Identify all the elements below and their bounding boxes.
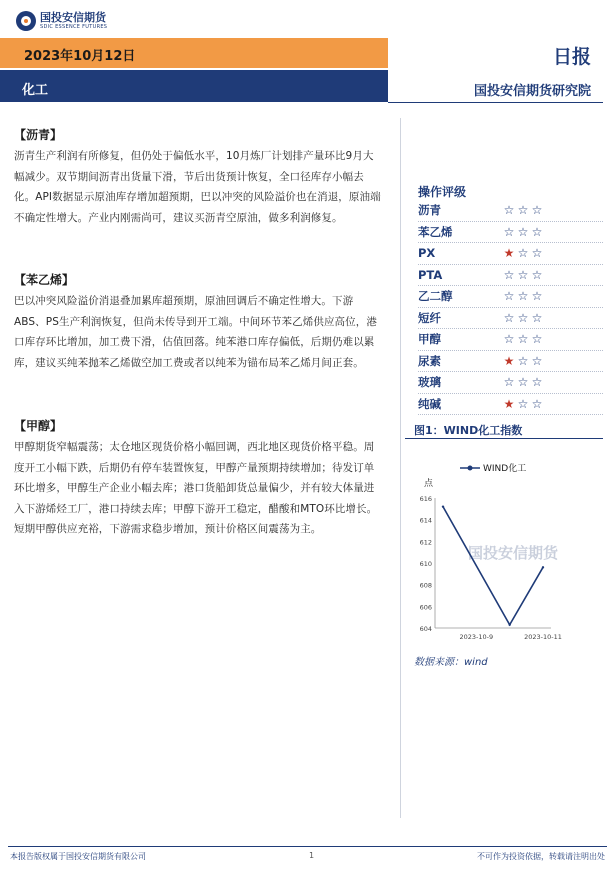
rating-product-name: 纯碱 — [418, 396, 441, 411]
brand-name-en: SDIC ESSENCE FUTURES — [40, 24, 108, 30]
filled-star-icon: ★ — [503, 353, 515, 368]
rating-row — [418, 243, 603, 265]
rating-product-name: 甲醇 — [418, 332, 441, 347]
rating-product-name: 乙二醇 — [418, 289, 453, 304]
legend-marker — [468, 466, 473, 471]
rating-product-name: 尿素 — [418, 353, 441, 368]
empty-star-icon: ☆ — [517, 332, 529, 347]
footer-disclaimer: 不可作为投资依据，转载请注明出处 — [477, 852, 605, 861]
series-line-wind-chemical — [443, 507, 543, 625]
report-type: 日报 — [552, 46, 591, 68]
empty-star-icon: ☆ — [503, 375, 515, 390]
brand-name-cn: 国投安信期货 — [40, 11, 106, 24]
y-tick-label: 614 — [419, 516, 432, 525]
empty-star-icon: ☆ — [503, 289, 515, 304]
sector-bar — [0, 70, 388, 102]
empty-star-icon: ☆ — [531, 396, 543, 411]
data-point — [442, 505, 444, 507]
y-tick-label: 604 — [419, 625, 432, 633]
legend-label: WIND化工 — [483, 464, 527, 474]
rating-product-name: 苯乙烯 — [418, 224, 453, 239]
empty-star-icon: ☆ — [503, 224, 515, 239]
empty-star-icon: ☆ — [531, 203, 543, 218]
empty-star-icon: ☆ — [503, 310, 515, 325]
empty-star-icon: ☆ — [531, 332, 543, 347]
y-tick-label: 608 — [419, 581, 432, 590]
header-rule — [388, 102, 603, 103]
rating-stars — [502, 354, 544, 368]
rating-row — [418, 222, 603, 244]
institute-name: 国投安信期货研究院 — [473, 84, 591, 99]
empty-star-icon: ☆ — [531, 375, 543, 390]
empty-star-icon: ☆ — [517, 289, 529, 304]
rating-row — [418, 394, 603, 416]
empty-star-icon: ☆ — [531, 289, 543, 304]
rating-list — [418, 200, 603, 415]
data-source: 数据来源：wind — [414, 657, 488, 668]
empty-star-icon: ☆ — [531, 267, 543, 282]
section-title-styrene: 【苯乙烯】 — [14, 273, 75, 287]
rating-product-name: PX — [418, 246, 436, 261]
rating-stars — [502, 203, 544, 217]
rating-row — [418, 286, 603, 308]
y-tick-label: 616 — [419, 495, 432, 503]
rating-stars — [502, 268, 544, 282]
column-divider — [400, 118, 401, 818]
empty-star-icon: ☆ — [531, 353, 543, 368]
rating-stars — [502, 289, 544, 303]
section-body-styrene: 巴以冲突风险溢价消退叠加累库超预期，原油回调后不确定性增大。下游ABS、PS生产利润恢复，但尚未传导到开工端。中间环节苯乙烯供应高位，港口库存环比增加，加工费下滑，估值回落。纯苯港口库存偏低，后期仍难以累库，建议买纯苯抛苯乙烯做空加工费或者以纯苯为锚布局苯乙烯月间正套。 — [14, 295, 377, 369]
rating-stars — [502, 332, 544, 346]
empty-star-icon: ☆ — [503, 203, 515, 218]
y-tick-label: 606 — [419, 603, 432, 612]
filled-star-icon: ★ — [503, 396, 515, 411]
logo-icon — [16, 11, 36, 31]
empty-star-icon: ☆ — [517, 396, 529, 411]
rating-stars — [502, 225, 544, 239]
rating-stars — [502, 375, 544, 389]
rating-row — [418, 329, 603, 351]
rating-product-name: 玻璃 — [418, 375, 441, 390]
rating-stars — [502, 246, 544, 260]
data-point — [508, 624, 510, 626]
page-number: 1 — [309, 851, 315, 860]
sector-name: 化工 — [22, 83, 49, 98]
rating-product-name: PTA — [418, 267, 443, 282]
rating-row — [418, 200, 603, 222]
empty-star-icon: ☆ — [517, 246, 529, 261]
rating-product-name: 沥青 — [418, 203, 441, 218]
empty-star-icon: ☆ — [531, 310, 543, 325]
company-logo — [16, 10, 107, 32]
filled-star-icon: ★ — [503, 246, 515, 261]
empty-star-icon: ☆ — [503, 332, 515, 347]
empty-star-icon: ☆ — [517, 224, 529, 239]
empty-star-icon: ☆ — [517, 310, 529, 325]
footer-rule — [8, 846, 607, 847]
rating-stars — [502, 311, 544, 325]
rating-stars — [502, 397, 544, 411]
section-body-methanol: 甲醇期货窄幅震荡；太仓地区现货价格小幅回调，西北地区现货价格平稳。周度开工小幅下跌，后期仍有停车装置恢复，甲醇产量预期持续增加；待发订单环比增多，甲醇生产企业小幅去库；港口货船卸货总量偏少，并有较大体量进入下游烯烃工厂，港口持续去库；甲醇下游开工稳定，醋酸和MTO环比增长。短期甲醇供应充裕，下游需求稳步增加，预计价格区间震荡为主。 — [14, 441, 378, 535]
rating-row — [418, 372, 603, 394]
y-axis-label: 点 — [423, 479, 433, 489]
empty-star-icon: ☆ — [517, 267, 529, 282]
figure-title: 图1：WIND化工指数 — [414, 424, 523, 437]
empty-star-icon: ☆ — [531, 246, 543, 261]
empty-star-icon: ☆ — [517, 375, 529, 390]
x-tick-label: 2023-10-9 — [459, 633, 494, 641]
rating-row — [418, 265, 603, 287]
empty-star-icon: ☆ — [531, 224, 543, 239]
section-title-asphalt: 【沥青】 — [14, 128, 63, 142]
y-tick-label: 610 — [419, 560, 432, 568]
empty-star-icon: ☆ — [517, 203, 529, 218]
footer-copyright: 本报告版权属于国投安信期货有限公司 — [10, 852, 146, 861]
report-date: 2023年10月12日 — [24, 49, 136, 64]
rating-title: 操作评级 — [418, 185, 467, 199]
empty-star-icon: ☆ — [503, 267, 515, 282]
rating-product-name: 短纤 — [418, 310, 441, 325]
wind-chemical-index-chart — [405, 444, 603, 644]
section-body-asphalt: 沥青生产利润有所修复，但仍处于偏低水平，10月炼厂计划排产量环比9月大幅减少。双节期间沥青出货量下滑，节后出货预计恢复，全口径库存小幅去化。API数据显示原油库存增加超预期，巴以冲突的风险溢价也在消退，原油端不确定性增大。产业内刚需尚可，建议买沥青空原油，做多利润修复。 — [14, 150, 381, 224]
figure-rule — [405, 438, 603, 439]
y-tick-label: 612 — [419, 538, 432, 547]
empty-star-icon: ☆ — [517, 353, 529, 368]
section-title-methanol: 【甲醇】 — [14, 419, 63, 433]
rating-row — [418, 308, 603, 330]
watermark: 国投安信期货 — [467, 544, 559, 562]
data-point — [542, 566, 544, 568]
x-tick-label: 2023-10-11 — [524, 633, 562, 641]
rating-row — [418, 351, 603, 373]
